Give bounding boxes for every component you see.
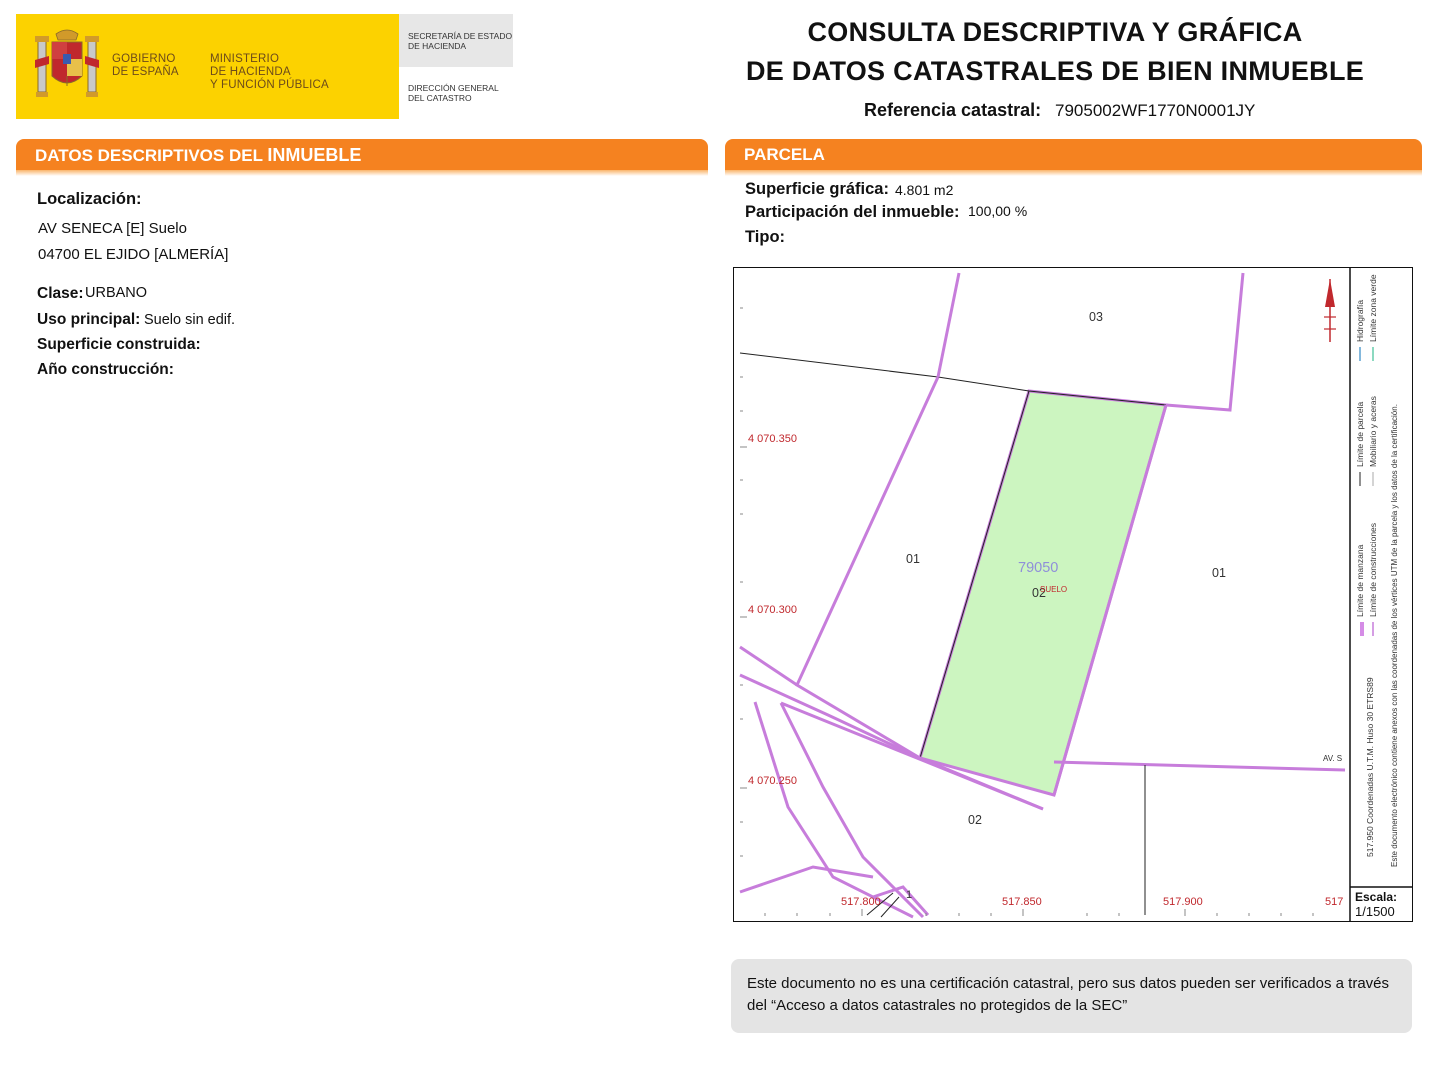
superficie-grafica-label: Superficie gráfica: — [745, 180, 889, 198]
parcel-label-02-bottom: 02 — [968, 813, 982, 827]
ministerio-text: MINISTERIO DE HACIENDA Y FUNCIÓN PÚBLICA — [210, 53, 329, 91]
x-coord-label: 517.900 — [1163, 896, 1203, 908]
y-coord-label: 4 070.350 — [748, 433, 797, 445]
x-coord-label: 517.800 — [841, 896, 881, 908]
address-line2: 04700 EL EJIDO [ALMERÍA] — [38, 246, 229, 263]
tipo-label: Tipo: — [745, 228, 786, 246]
cadastral-map — [733, 267, 1413, 922]
anio-construccion-label: Año construcción: — [37, 361, 174, 378]
page-title-line2: DE DATOS CATASTRALES DE BIEN INMUEBLE — [745, 56, 1365, 86]
legend-mobiliario-aceras: Mobiliario y aceras — [1368, 396, 1378, 467]
y-coord-label: 4 070.250 — [748, 775, 797, 787]
participacion-label: Participación del inmueble: — [745, 203, 960, 221]
parcel-label-suelo: SUELO — [1040, 585, 1068, 594]
secretaria-block — [399, 14, 513, 67]
x-ticks — [765, 909, 1313, 916]
north-arrow-icon — [1324, 279, 1336, 342]
x-coord-label: 517.850 — [1002, 896, 1042, 908]
document-annex-note: Este documento electrónico contiene anexos con las coordenadas de los vértices UTM de la parcela y los datos de la certificación. — [1390, 404, 1399, 867]
street-label: AV. S — [1323, 754, 1343, 763]
disclaimer-text: Este documento no es una certificación catastral, pero sus datos pueden ser verificados a través del “Acceso a datos catastrales no protegidos de la SEC” — [747, 975, 1390, 1014]
parcel-label-03: 03 — [1089, 310, 1103, 324]
localizacion-label: Localización: — [37, 190, 142, 208]
header-shadow — [16, 170, 708, 176]
address-line1: AV SENECA [E] Suelo — [38, 220, 187, 237]
header-shadow — [725, 170, 1422, 176]
y-coord-label: 4 070.300 — [748, 604, 797, 616]
clase-value: URBANO — [85, 285, 148, 301]
legend-limite-construcciones: Límite de construcciones — [1368, 522, 1378, 617]
uso-principal-value: Suelo sin edif. — [144, 312, 236, 328]
gobierno-text: GOBIERNO DE ESPAÑA — [112, 53, 179, 78]
scale-label: Escala: — [1355, 890, 1398, 904]
utm-coordinates-note: 517.950 Coordenadas U.T.M. Huso 30 ETRS89 — [1365, 677, 1375, 857]
legend-limite-parcela: Límite de parcela — [1355, 401, 1365, 467]
secretaria-text: SECRETARÍA DE ESTADO DE HACIENDA — [408, 31, 513, 51]
referencia-value: 7905002WF1770N0001JY — [1055, 101, 1256, 120]
gobierno-logo-block — [16, 14, 399, 119]
participacion-value: 100,00 % — [968, 203, 1028, 219]
direccion-catastro-text: DIRECCIÓN GENERAL DEL CATASTRO — [408, 83, 499, 103]
parcel-label-01-left: 01 — [906, 552, 920, 566]
x-coord-label: 517 — [1325, 896, 1344, 908]
legend-limite-zona-verde: Límite zona verde — [1368, 274, 1378, 342]
datos-descriptivos-header: DATOS DESCRIPTIVOS DEL INMUEBLE — [16, 139, 708, 173]
legend-hidrografia: Hidrografía — [1355, 299, 1365, 342]
parcel-label-1: 1 — [906, 889, 913, 901]
parcel-label-02: 02 — [1032, 586, 1046, 600]
superficie-construida-label: Superficie construida: — [37, 336, 201, 353]
parcela-header: PARCELA — [725, 139, 1422, 173]
scale-value: 1/1500 — [1355, 904, 1395, 919]
page-title-line1: CONSULTA DESCRIPTIVA Y GRÁFICA — [807, 17, 1303, 47]
parcel-label-01-right: 01 — [1212, 566, 1226, 580]
superficie-grafica-value: 4.801 m2 — [895, 182, 954, 198]
coat-of-arms-icon — [32, 26, 102, 104]
uso-principal-label: Uso principal: — [37, 311, 141, 328]
referencia-label: Referencia catastral: — [864, 100, 1042, 120]
map-legend — [1355, 274, 1399, 867]
legend-limite-manzana: Límite de manzana — [1355, 544, 1365, 617]
parcel-label-79050: 79050 — [1018, 560, 1059, 576]
clase-label: Clase: — [37, 285, 84, 302]
y-ticks — [740, 308, 747, 856]
